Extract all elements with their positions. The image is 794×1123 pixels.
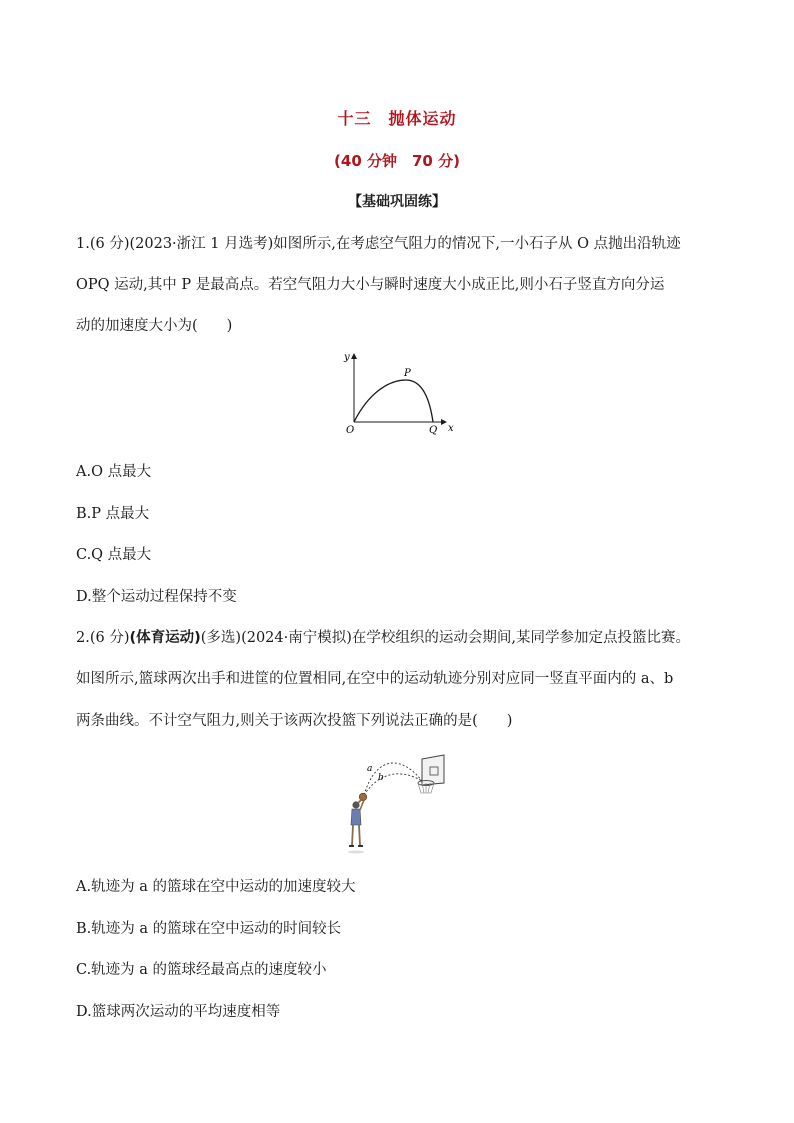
point-q-label: Q xyxy=(429,425,438,436)
player-body-icon xyxy=(351,809,361,825)
q2-stem-line1-rest: (多选)(2024·南宁模拟)在学校组织的运动会期间,某同学参加定点投篮比赛。 xyxy=(200,630,690,646)
y-axis-label: y xyxy=(344,352,350,363)
q2-basketball-figure xyxy=(336,753,452,857)
page-title: 十三 抛体运动 xyxy=(337,109,457,128)
q2-number-score: 2.(6 分) xyxy=(76,630,130,646)
q1-stem-line3: 动的加速度大小为( ) xyxy=(76,318,233,334)
player-legs-icon xyxy=(352,825,360,845)
q1-option-d: D.整个运动过程保持不变 xyxy=(76,589,237,605)
q1-stem-line2: OPQ 运动,其中 P 是最高点。若空气阻力大小与瞬时速度大小成正比,则小石子竖直方向分运 xyxy=(76,277,665,293)
section-heading: 【基础巩固练】 xyxy=(348,194,446,210)
trajectory-b-label: b xyxy=(378,773,384,783)
q1-option-a: A.O 点最大 xyxy=(76,464,152,480)
q2-stem-line2: 如图所示,篮球两次出手和进筐的位置相同,在空中的运动轨迹分别对应同一竖直平面内的 a、b xyxy=(76,671,674,687)
q1-option-c: C.Q 点最大 xyxy=(76,547,152,563)
point-p-label: P xyxy=(404,368,411,379)
point-o-label: O xyxy=(346,425,355,436)
q2-stem-line3: 两条曲线。不计空气阻力,则关于该两次投篮下列说法正确的是( ) xyxy=(76,713,513,729)
q1-trajectory-figure xyxy=(336,346,464,438)
x-axis-label: x xyxy=(448,423,454,434)
q1-option-b: B.P 点最大 xyxy=(76,506,150,522)
trajectory-curve xyxy=(354,380,433,422)
q2-option-b: B.轨迹为 a 的篮球在空中运动的时间较长 xyxy=(76,921,342,937)
trajectory-a-label: a xyxy=(367,764,373,774)
q1-stem-line1: 1.(6 分)(2023·浙江 1 月选考)如图所示,在考虑空气阻力的情况下,一小石子从 O 点抛出沿轨迹 xyxy=(76,236,681,252)
trajectory-b xyxy=(364,774,422,795)
trajectory-a xyxy=(364,763,422,795)
q2-topic-tag: (体育运动) xyxy=(129,630,201,646)
q2-option-a: A.轨迹为 a 的篮球在空中运动的加速度较大 xyxy=(76,879,356,895)
q2-option-c: C.轨迹为 a 的篮球经最高点的速度较小 xyxy=(76,962,327,978)
time-score-subtitle: (40 分钟 70 分) xyxy=(334,152,460,170)
q2-stem-line1 xyxy=(76,628,736,648)
q2-option-d: D.篮球两次运动的平均速度相等 xyxy=(76,1004,281,1020)
